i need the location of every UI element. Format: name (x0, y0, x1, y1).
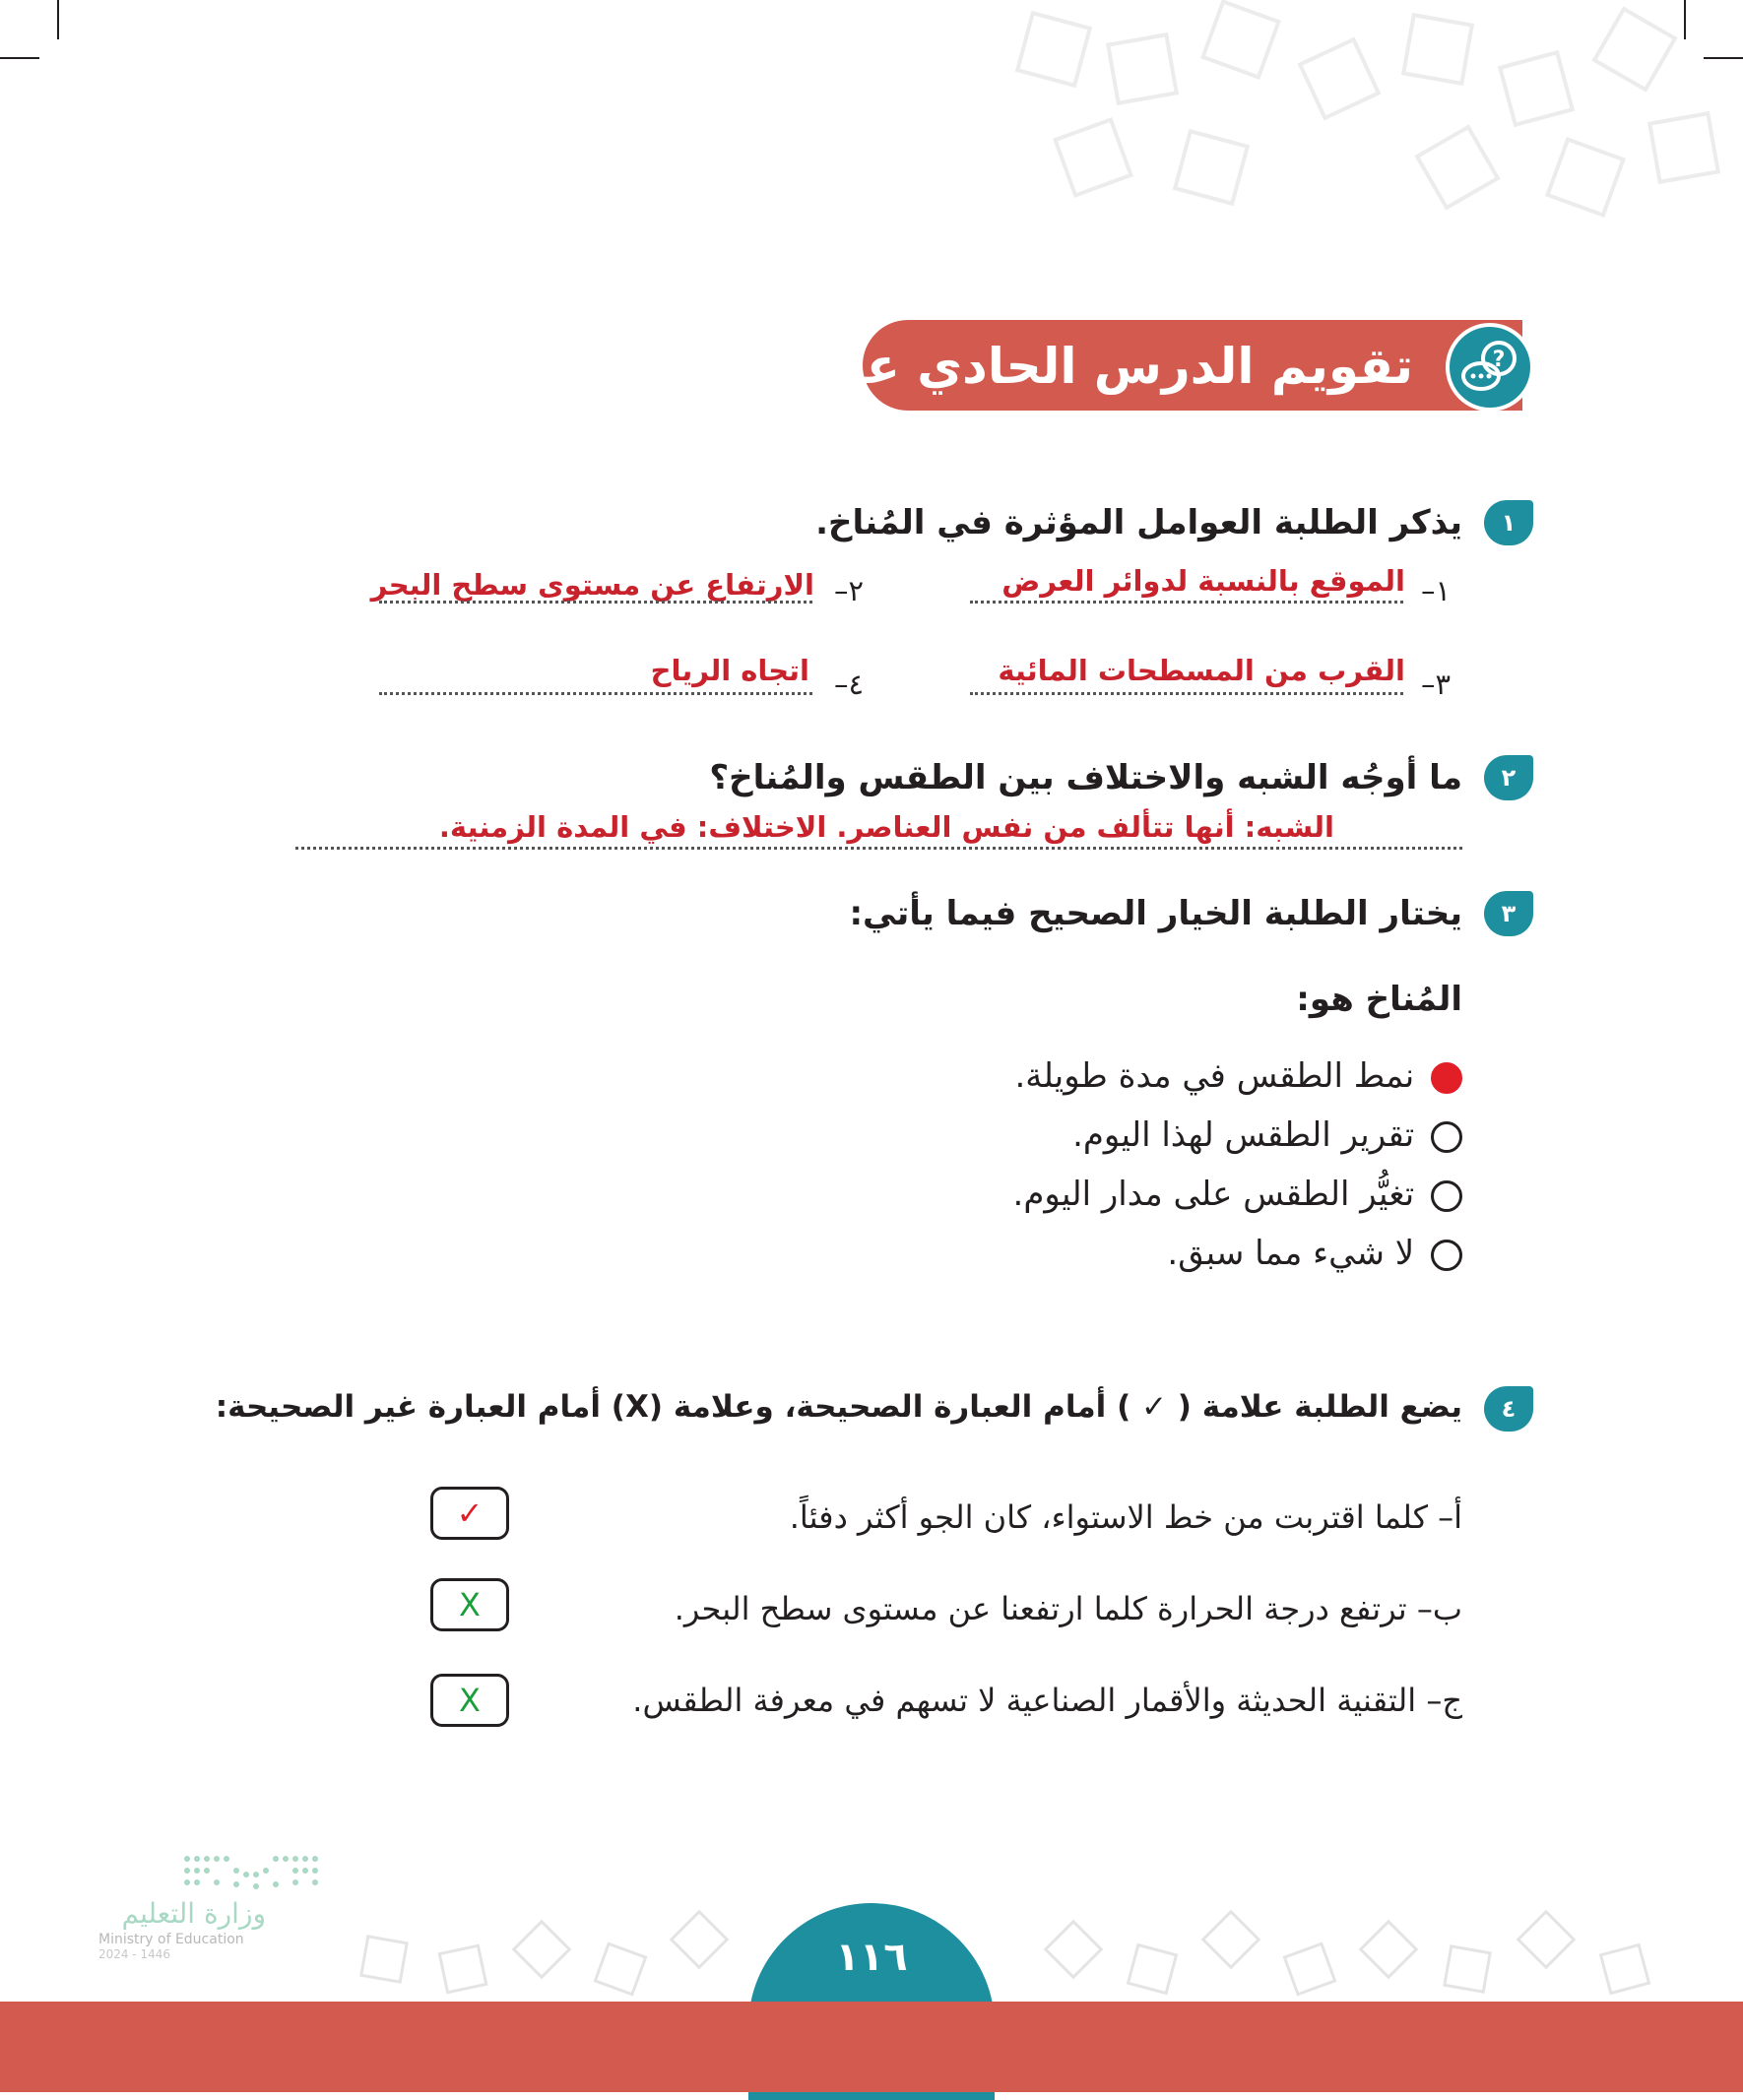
q1-item-1-answer: الموقع بالنسبة لدوائر العرض (1001, 564, 1405, 598)
decorative-pattern (985, 0, 1743, 295)
crop-mark (0, 57, 39, 59)
option-label: لا شيء مما سبق. (1167, 1234, 1415, 1273)
option-1[interactable] (1014, 1050, 1462, 1102)
answer-line (970, 601, 1403, 604)
q1-item-3-prefix: ٣– (1421, 668, 1452, 701)
statement-a: أ– كلما اقتربت من خط الاستواء، كان الجو أكثر دفئاً. (789, 1498, 1462, 1536)
ministry-name-ar: وزارة التعليم (121, 1897, 266, 1930)
question-1-text: يذكر الطلبة العوامل المؤثرة في المُناخ. (815, 503, 1462, 542)
question-4-text: يضع الطلبة علامة ( ✓ ) أمام العبارة الصحيحة، وعلامة (X) أمام العبارة غير الصحيحة: (215, 1389, 1462, 1425)
radio-selected-icon[interactable] (1431, 1062, 1462, 1094)
ministry-year: 2024 - 1446 (98, 1947, 171, 1961)
q1-item-2-prefix: ٢– (834, 574, 865, 607)
mark-box-a[interactable]: ✓ (430, 1487, 509, 1540)
question-3-text: يختار الطلبة الخيار الصحيح فيما يأتي: (849, 894, 1462, 933)
radio-icon[interactable] (1431, 1121, 1462, 1153)
footer-bar (0, 2002, 1743, 2092)
ministry-logo (98, 1851, 355, 1969)
lesson-title: تقويم الدرس الحادي عشر (785, 338, 1413, 395)
answer-line (379, 692, 812, 695)
statement-c: ج– التقنية الحديثة والأقمار الصناعية لا تسهم في معرفة الطقس. (632, 1682, 1462, 1719)
mark-box-c[interactable]: X (430, 1674, 509, 1727)
q1-item-4-answer: اتجاه الرياح (650, 654, 809, 687)
answer-line (970, 692, 1403, 695)
q1-item-3-answer: القرب من المسطحات المائية (998, 654, 1405, 687)
q1-item-4-prefix: ٤– (834, 668, 865, 701)
q1-item-2-answer: الارتفاع عن مستوى سطح البحر (370, 568, 814, 602)
q1-item-1-prefix: ١– (1421, 574, 1452, 607)
option-2[interactable] (1072, 1110, 1462, 1161)
question-3-stem: المُناخ هو: (1296, 980, 1462, 1019)
crop-mark (57, 0, 59, 39)
svg-text:?: ? (1492, 348, 1506, 372)
option-label: تغيُّر الطقس على مدار اليوم. (1012, 1175, 1415, 1214)
ministry-dots-icon (98, 1851, 355, 1900)
question-number-2: ٢ (1484, 755, 1533, 800)
question-2-text: ما أوجُه الشبه والاختلاف بين الطقس والمُناخ؟ (709, 758, 1462, 797)
decorative-pattern-bottom (345, 1880, 1743, 2008)
mark-box-b[interactable]: X (430, 1578, 509, 1631)
question-number-1: ١ (1484, 500, 1533, 545)
ministry-name-en: Ministry of Education (98, 1932, 244, 1947)
option-label: نمط الطقس في مدة طويلة. (1014, 1056, 1415, 1096)
option-4[interactable] (1167, 1228, 1462, 1279)
question-number-3: ٣ (1484, 891, 1533, 936)
question-bubble-icon (1446, 323, 1534, 412)
option-3[interactable] (1013, 1169, 1462, 1220)
option-label: تقرير الطقس لهذا اليوم. (1072, 1115, 1415, 1155)
statement-b: ب– ترتفع درجة الحرارة كلما ارتفعنا عن مستوى سطح البحر. (674, 1590, 1462, 1627)
answer-line (295, 847, 1462, 850)
page-number: ١١٦ (835, 1935, 908, 1980)
radio-icon[interactable] (1431, 1180, 1462, 1212)
question-number-4: ٤ (1484, 1386, 1533, 1432)
radio-icon[interactable] (1431, 1240, 1462, 1271)
answer-line (379, 601, 812, 604)
q2-answer: الشبه: أنها تتألف من نفس العناصر. الاختلاف: في المدة الزمنية. (438, 810, 1334, 844)
